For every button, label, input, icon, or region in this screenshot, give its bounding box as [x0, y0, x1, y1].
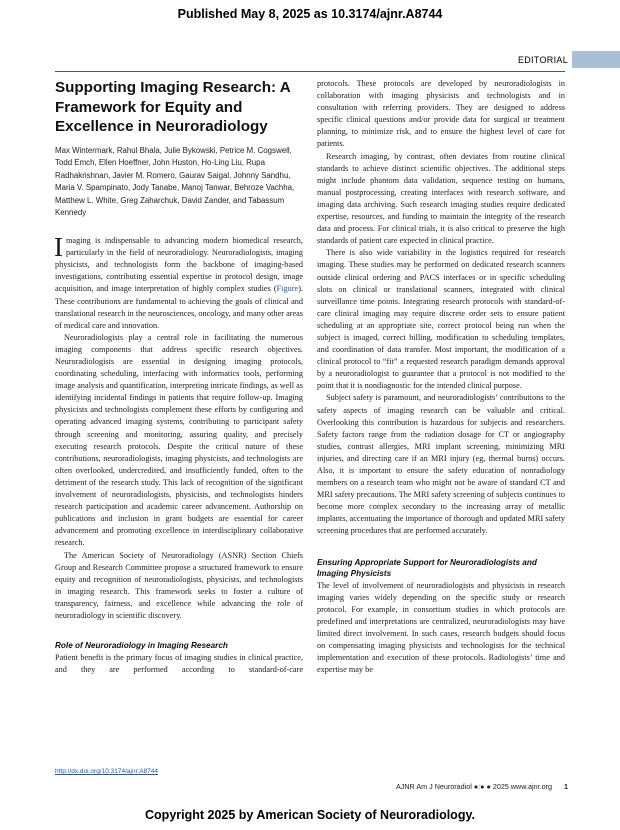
drop-cap: I	[54, 232, 63, 263]
published-banner: Published May 8, 2025 as 10.3174/ajnr.A8744	[177, 7, 443, 21]
intro-paragraph-2: Neuroradiologists play a central role in facilitating the numerous imaging components that address specific research objectives. Neuroradiologists are essential in designing imaging protocols, coordinating scheduling, interfacing with informatics tools, performing image analysis and quantification, interpreting intricate findings, as well as identifying incidental findings in patients that require follow-up. Imaging physicists and technologists complement these efforts by configuring and operating advanced imaging systems, contributing to participant safety through screening and monitoring, assuring quality, and precisely executing research protocols. Despite the critical nature of these contributions, neuroradiologists, imaging physicists, and technologists are often overlooked, undercredited, and insufficiently funded, often to the detriment of the research study. This lack of recognition of the significant involvement of neuroradiologists, physicists, and technologists hinders research participation and academic career advancement. Authorship on publications and inclusion in grant budgets are essential for career advancement and promoting excellence in interdisciplinary collaborative research.	[55, 332, 303, 548]
right-column	[317, 78, 565, 676]
section-heading-support: Ensuring Appropriate Support for Neuroradiologists and Imaging Physicists	[317, 557, 537, 579]
journal-citation: AJNR Am J Neuroradiol ●:● ● 2025 www.ajnr.org	[395, 782, 552, 791]
right-column-flow	[317, 78, 565, 676]
section2-paragraph-1: The level of involvement of neuroradiologists and physicists in research imaging varies widely depending on the specific study or research protocol. For example, in consortium studies in which protocols are predefined and interpretations are centralized, neuroradiologists may have limited direct involvement. In such cases, research budgets should focus on compensating imaging physicists and technologists for the technical implementation and execution of these protocols. Radiologists’ time and expertise may be	[317, 580, 565, 675]
copyright-banner: Copyright 2025 by American Society of Neuroradiology.	[145, 808, 475, 822]
section1-p1-continued-text: protocols. These protocols are developed by neuroradiologists in collaboration with imaging physicists and technologists and in consultation with referring providers. They are designed to address specific clinical questions and/or provide data for surgical or treatment planning, to minimize risk, and to ensure the highest level of care for patients.	[317, 79, 565, 149]
article-title: Supporting Imaging Research: A Framework for Equity and Excellence in Neuroradiology	[55, 79, 291, 135]
section1-paragraph-1-continued	[317, 78, 565, 151]
header-divider	[55, 71, 565, 72]
intro-p1-text-a: maging is indispensable to advancing modern biomedical research, particularly in the field of neuroradiology. Neuroradiologists, imaging physicists, and technologists form the backbone of imaging-based investigations, contributing essential expertise in protocol design, image acquisition, and image interpretation of highly complex studies (	[55, 236, 303, 294]
left-column	[55, 78, 303, 676]
figure-link[interactable]: Figure	[276, 284, 299, 294]
section1-paragraph-4: Subject safety is paramount, and neuroradiologists’ contributions to the safety aspects of imaging research can be valuable and critical. Overlooking this contribution is hazardous for subjects and researchers. Safety factors range from the radiation dosage for CT or angiography studies, contrast allergies, MRI implant screening, minimizing MRI injuries, and directing care if an MRI injury (eg, thermal burns) occurs. Also, it is important to ensure the safety education of nonradiology members on a research team who might not be aware of standard CT and MRI safety precautions. The MRI safety screening of subjects continues to become more complex secondary to the increasing array of metallic implants, accentuating the importance of thorough and updated MRI safety screening procedures that are performed accurately.	[317, 393, 565, 536]
section-label: EDITORIAL	[517, 55, 568, 65]
doi-link[interactable]: http://dx.doi.org/10.3174/ajnr.A8744	[55, 768, 158, 775]
author-list: Max Wintermark, Rahul Bhala, Julie Bykowski, Petrice M. Cogswell, Todd Emch, Ellen Hoeffner, John Huston, Ho-Ling Liu, Rupa Radhakrishnan, Javier M. Romero, Gaurav Saigal, Johnny Sandhu, Maria V. Spampinato, Jody Tanabe, Manoj Tanwar, Behroze Vachha, Matthew L. White, Greg Zaharchuk, David Zander, and Tabassum Kennedy	[55, 145, 295, 218]
intro-paragraph-3: The American Society of Neuroradiology (ASNR) Section Chiefs Group and Research Committee propose a structured framework to ensure equity and recognition of neuroradiologists, physicists, and technologists in imaging research. This framework seeks to foster a culture of transparency, fairness, and excellence while advancing the role of neuroradiology in scientific discovery.	[55, 550, 303, 620]
intro-paragraph-1	[54, 232, 304, 332]
section1-paragraph-1	[55, 652, 303, 676]
page-number: 1	[564, 782, 568, 791]
section-heading-role: Role of Neuroradiology in Imaging Research	[55, 641, 228, 651]
journal-footer	[396, 782, 568, 791]
section1-paragraph-3: There is also wide variability in the logistics required for research imaging. These studies may be performed on dedicated research scanners outside clinical ordering and PACS interfaces or in specific scheduling slots on clinical or translational scanners, integrated with clinical surveillance time points. Integrating research protocols with standard-of-care clinical imaging may require discrete order sets to ensure patient scheduling at an appropriate site, correct protocol being run when the subject is imaged, correct billing, modification to scheduling templates, and coordination of data transfer. Most important, the modification of a clinical protocol to “fit” a requested research paradigm demands approval by a neuroradiologist to guarantee that a protocol is not modified to the point that it is nondiagnostic for the intended clinical purpose.	[317, 248, 565, 391]
intro-p1-text-b: ). These contributions are fundamental to achieving the goals of clinical and translational research in the neurosciences, oncology, and many other areas of medical care and innovation.	[55, 284, 304, 330]
section1-p1-text: Patient benefit is the primary focus of imaging studies in clinical practice, and they are performed according to standard-of-care	[55, 652, 303, 674]
section1-paragraph-2: Research imaging, by contrast, often deviates from routine clinical standards to achieve distinct scientific objectives. The additional steps might include phantom data validation, sequence testing on humans, manual postprocessing, creating interfaces with research software, and imaging data archiving. Such research imaging studies require dedicated expertise, resources, and funding to maintain the integrity of the research data and process. For clinical trials, it is also critical to preserve the high standards of patient care expected in clinical practice.	[317, 151, 565, 246]
section-color-bar	[572, 51, 620, 68]
